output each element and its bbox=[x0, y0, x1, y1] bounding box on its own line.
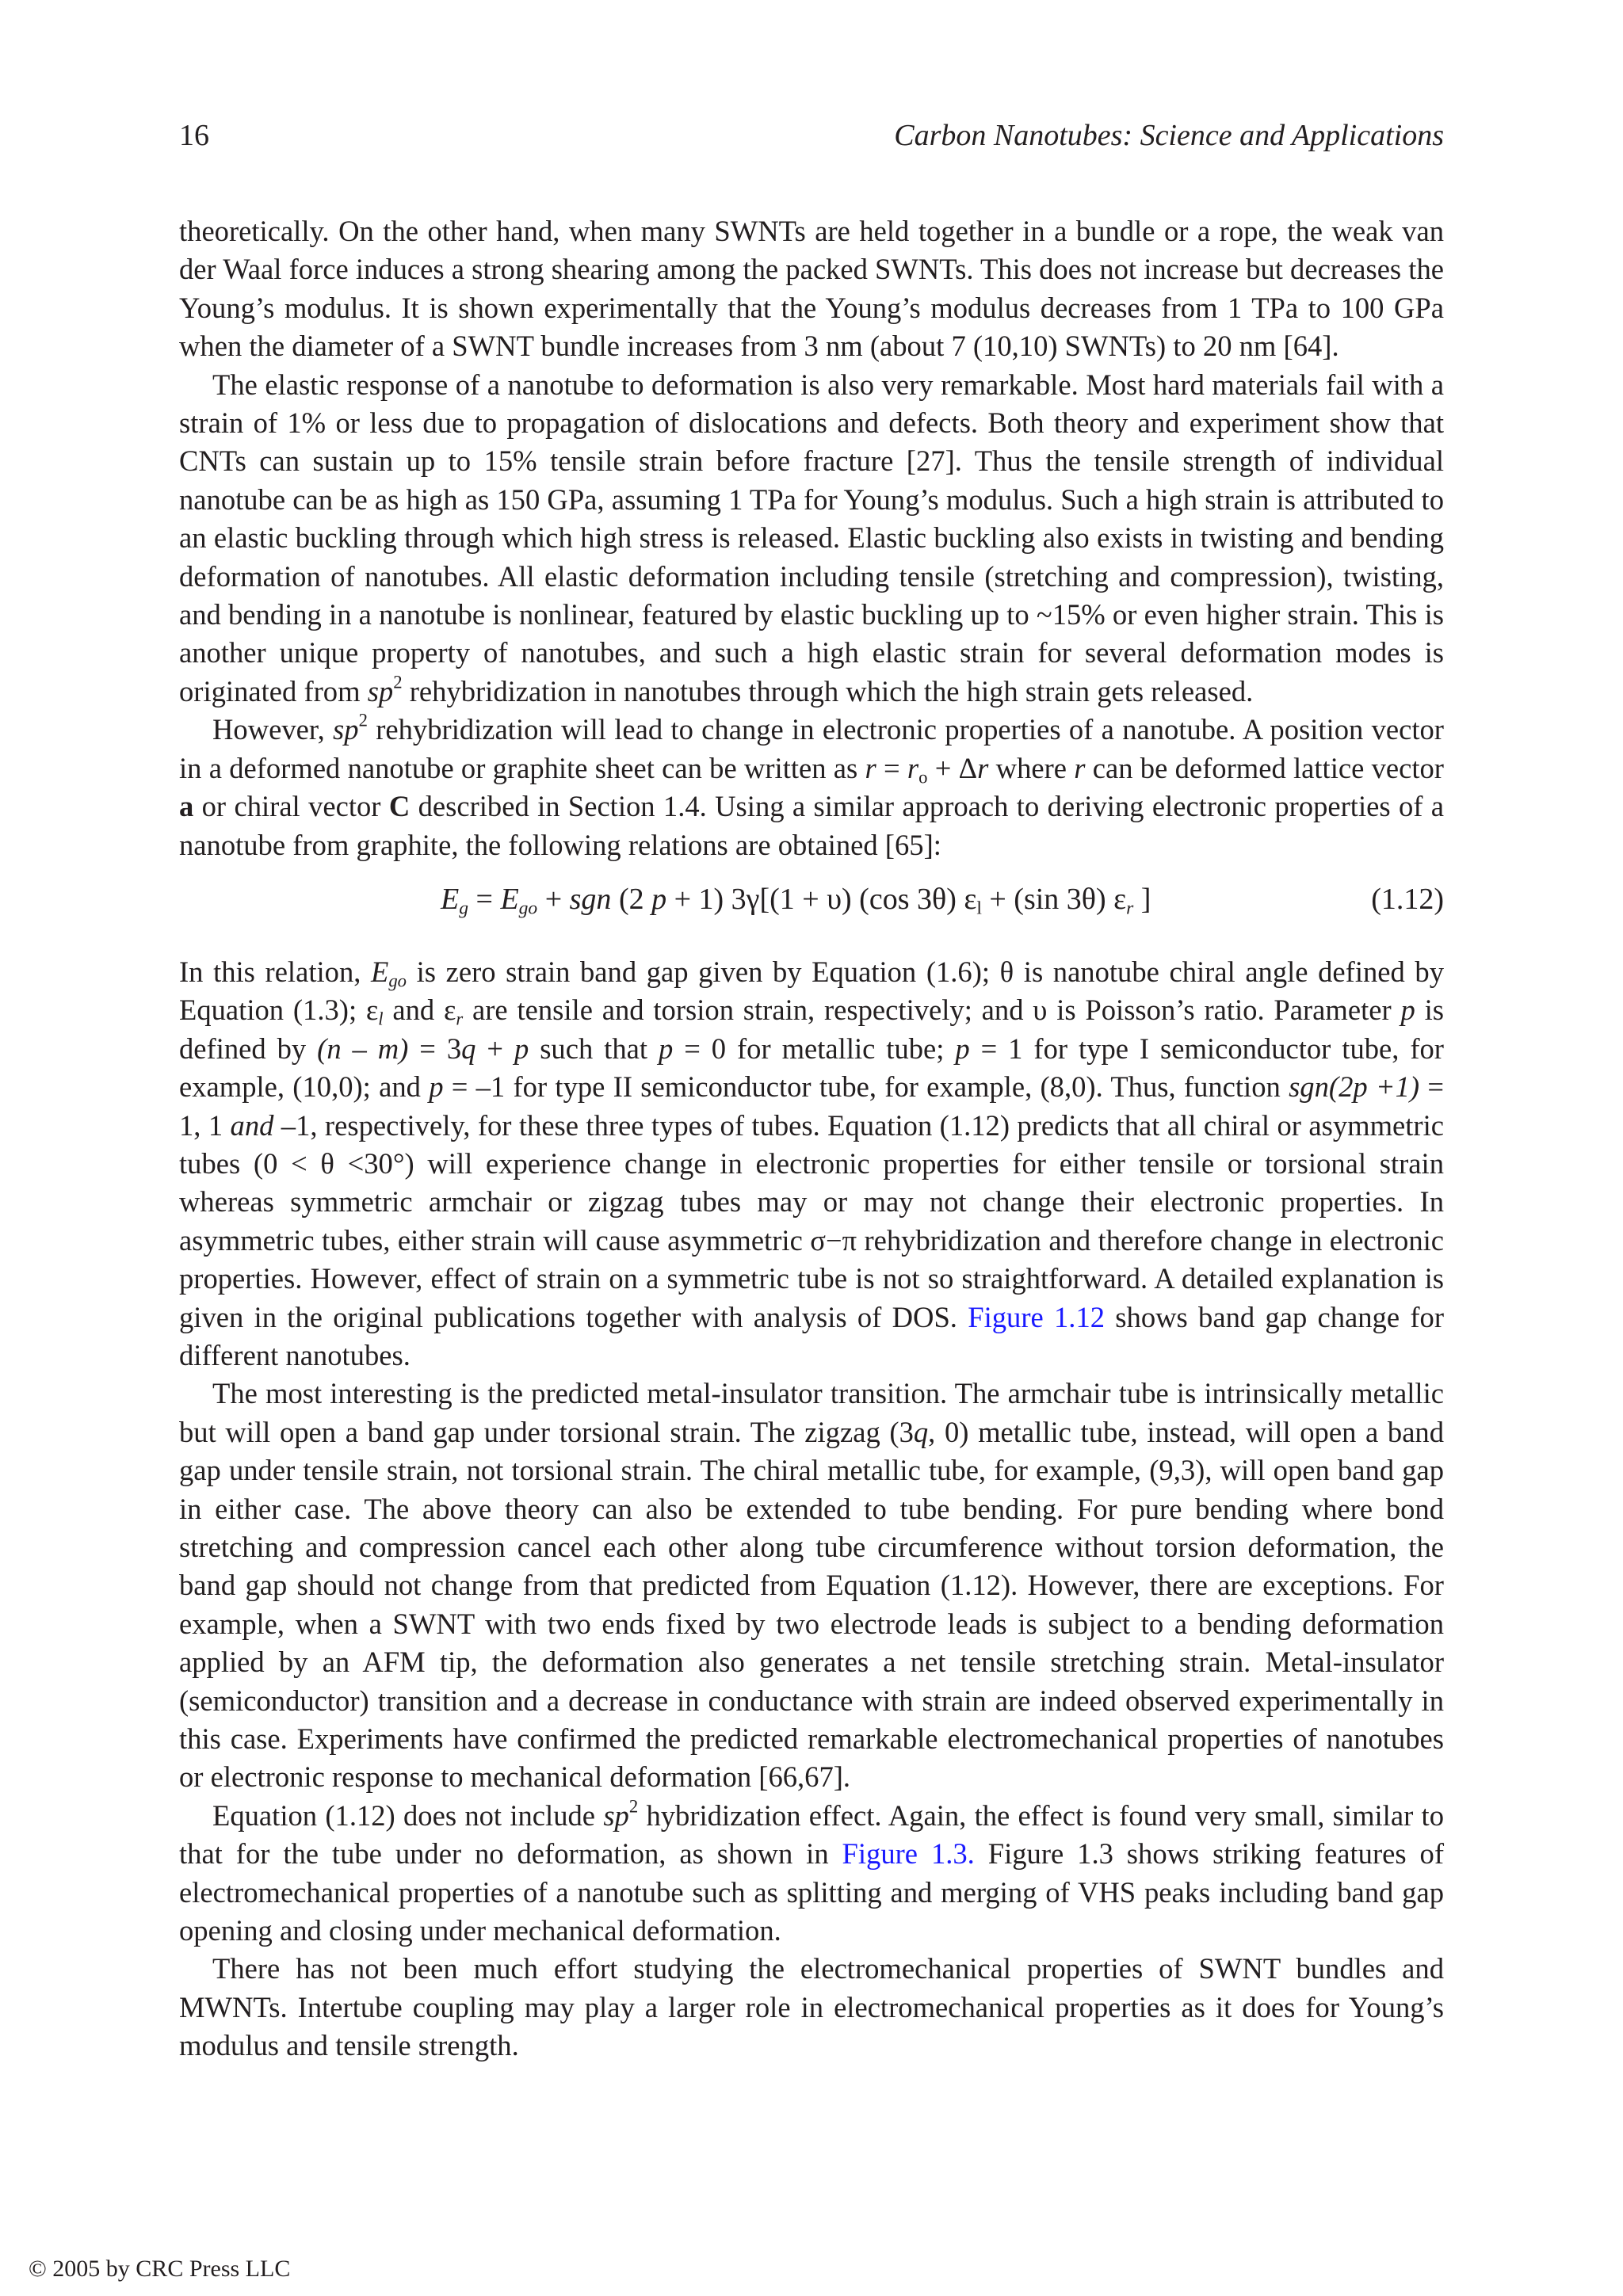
paragraph-3: However, $sp^2$ rehybridization will lead to change in electronic properties of a nanotube. A position vector in a deformed nanotube or graphite sheet can be written as $r = r_o + \Delta r$ where r can be deformed lattice vector a or chiral vector C described in Section 1.4. Using a similar approach to deriving electronic properties of a nanotube from graphite, the following relations are obtained [65]: bbox=[179, 710, 1444, 861]
equation-1-12 bbox=[179, 880, 1444, 918]
page-body bbox=[179, 212, 1444, 2065]
paragraph-1: theoretically. On the other hand, when many SWNTs are held together in a bundle or a rope, the weak van der Waal force induces a strong shearing among the packed SWNTs. This does not increase but decreases the Young’s modulus. It is shown experimentally that the Young’s modulus decreases from 1 TPa to 100 GPa when the diameter of a SWNT bundle increases from 3 nm (about 7 (10,10) SWNTs) to 20 nm [64]. bbox=[179, 215, 1444, 363]
paragraph-6: Equation (1.12) does not include $sp^2$ hybridization effect. Again, the effect is found very small, similar to that for the tube under no deformation, as shown in Figure 1.3. Figure 1.3 shows striking features of electromechanical properties of a nanotube such as splitting and merging of VHS peaks including band gap opening and closing under mechanical deformation. bbox=[179, 1796, 1445, 1947]
copyright-footer: © 2005 by CRC Press LLC bbox=[29, 2256, 291, 2282]
paragraph-5: The most interesting is the predicted metal-insulator transition. The armchair tube is intrinsically metallic but will open a band gap under torsional strain. The zigzag (3q, 0) metallic tube, instead, will open a band gap under tensile strain, not torsional strain. The chiral metallic tube, for example, (9,3), will open band gap in either case. The above theory can also be extended to tube bending. For pure bending where bond stretching and compression cancel each other along tube circumference without torsion deformation, the band gap should not change from that predicted from Equation (1.12). However, there are exceptions. For example, when a SWNT with two ends fixed by two electrode leads is subject to a bending deformation applied by an AFM tip, the deformation also generates a net tensile stretching strain. Metal-insulator (semiconductor) transition and a decrease in conductance with strain are indeed observed experimentally in this case. Experiments have confirmed the predicted remarkable electromechanical properties of nanotubes or electronic response to mechanical deformation [66,67]. bbox=[179, 1377, 1445, 1794]
equation-formula: $E_g = E_{go}$ + sgn (2 p + 1) 3γ[(1 + υ) (cos 3θ) $\varepsilon_l + (\sin$ 3θ) $\varepsilon_r$ ] bbox=[441, 882, 1151, 919]
page-number: 16 bbox=[179, 119, 209, 152]
equation-number: (1.12) bbox=[1371, 882, 1444, 916]
figure-1-12-link[interactable]: Figure 1.12 bbox=[968, 1300, 1106, 1333]
paragraph-2: The elastic response of a nanotube to deformation is also very remarkable. Most hard materials fail with a strain of 1% or less due to propagation of dislocations and defects. Both theory and experiment show that CNTs can sustain up to 15% tensile strain before fracture [27]. Thus the tensile strength of individual nanotube can be as high as 150 GPa, assuming 1 TPa for Young’s modulus. Such a high strain is attributed to an elastic buckling through which high stress is released. Elastic buckling also exists in twisting and bending deformation of nanotubes. All elastic deformation including tensile (stretching and compression), twisting, and bending in a nanotube is nonlinear, featured by elastic buckling up to ~15% or even higher strain. This is another unique property of nanotubes, and such a high elastic strain for several deformation modes is originated from $sp^2$ rehybridization in nanotubes through which the high strain gets released. bbox=[179, 368, 1444, 707]
figure-1-3-link[interactable]: Figure 1.3. bbox=[842, 1837, 975, 1871]
running-title: Carbon Nanotubes: Science and Applications bbox=[894, 119, 1444, 152]
paragraph-7: There has not been much effort studying the electromechanical properties of SWNT bundles and MWNTs. Intertube coupling may play a larger role in electromechanical properties as it does for Young’s modulus and tensile strength. bbox=[179, 1952, 1444, 2062]
paragraph-4: In this relation, $E_{go}$ is zero strain band gap given by Equation (1.6); θ is nanotube chiral angle defined by Equation (1.3); $\varepsilon_l$ and $\varepsilon_r$ are tensile and torsion strain, respectively; and υ is Poisson’s ratio. Parameter p is defined by (n – m) = 3q + p such that p = 0 for metallic tube; p = 1 for type I semiconductor tube, for example, (10,0); and p = –1 for type II semiconductor tube, for example, (8,0). Thus, function sgn(2p +1) = 1, 1 and –1, respectively, for these three types of tubes. Equation (1.12) predicts that all chiral or asymmetric tubes (0 < θ <30°) will experience change in electronic properties for either tensile or torsional strain whereas symmetric armchair or zigzag tubes may or may not change their electronic properties. In asymmetric tubes, either strain will cause asymmetric σ−π rehybridization and therefore change in electronic properties. However, effect of strain on a symmetric tube is not so straightforward. A detailed explanation is given in the original publications together with analysis of DOS. Figure 1.12 shows band gap change for different nanotubes. bbox=[179, 955, 1445, 1371]
